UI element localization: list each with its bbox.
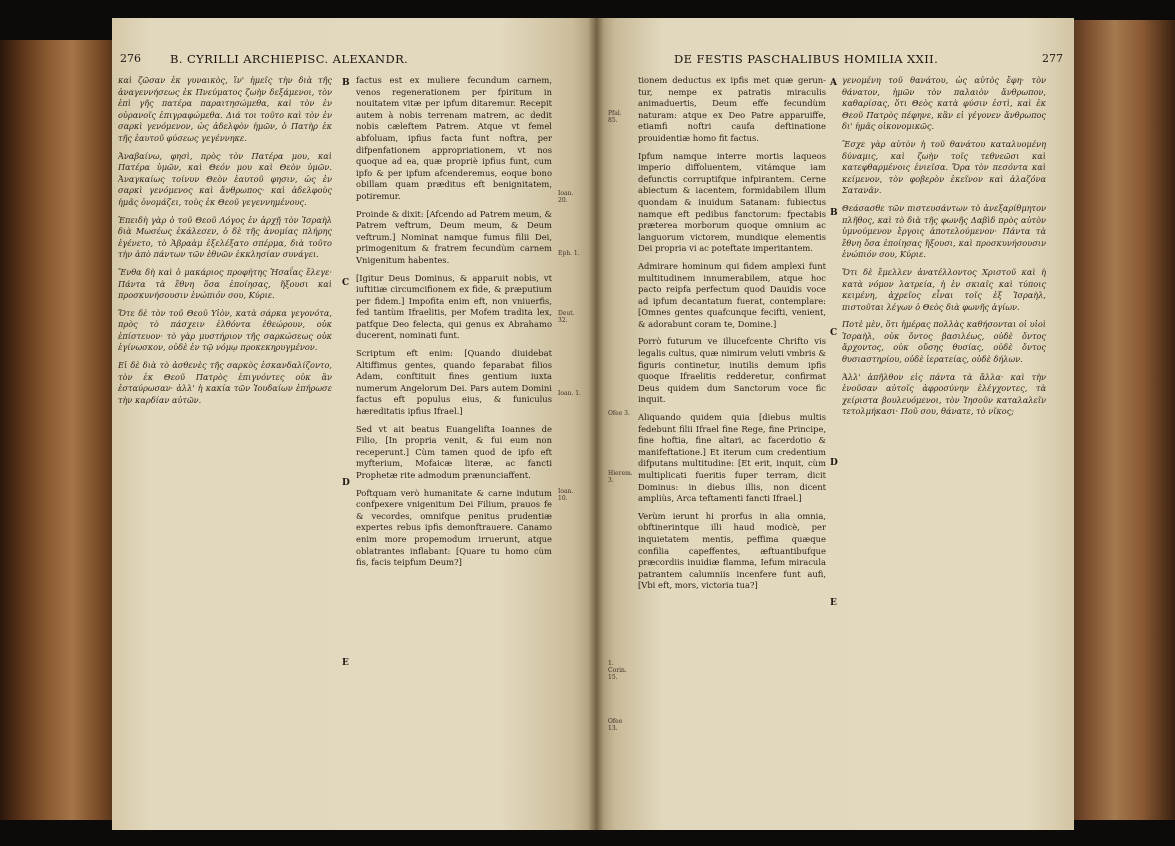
- margin-note: 1. Corin. 15.: [608, 660, 627, 681]
- greek-paragraph: Ἐπειδὴ γὰρ ὁ τοῦ Θεοῦ Λόγος ἐν ἀρχῇ τὸν Ἰσραὴλ διὰ Μωσέως ἐκάλεσεν, ὁ δὲ τῆς ἀνομίας πλήρης ἐγένετο, τὸ Ἀβραὰμ ἐξελέξατο σπέρμα, διὰ τοῦτο τὴν ἀπὸ πάντων τῶν ἐθνῶν ἐκκλησίαν συνάγει.: [118, 214, 332, 260]
- section-letter: B: [342, 78, 350, 88]
- greek-column: [118, 75, 332, 823]
- section-letter: C: [830, 328, 838, 338]
- latin-paragraph: Proinde & dixit: [Afcendo ad Patrem meum, & Patrem veftrum, Deum meum, & Deum veftrum.] Nominat namque fumus filii Dei, primogenitum & fratrem fecundùm carnem Vnigenitum habentes.: [356, 208, 552, 265]
- greek-paragraph: Ἀλλ' ἀπῆλθον εἰς πάντα τὰ ἄλλα· καὶ τὴν ἐνοῦσαν αὐτοῖς ἀφροσύνην ἐλέγχοντες, τὰ χείριστα βουλευόμενοι, τὸν Ἰησοῦν καταλαλεῖν τετολμήκασι· Ποῦ σου, θάνατε, τὸ νῖκος;: [842, 371, 1046, 417]
- latin-paragraph: factus est ex muliere fecundum carnem, venos regenerationem per fpiritum in nouitatem vitæ per ipfum ditaremur. Recepit autem à nobis terrenam matrem, ac dedit nobis cæleftem Patrem. Atque vt femel abfoluam, ipfius facta funt noftra, per difpenfationem appropriationem, vt nos quoque ad ea, quæ propriè ipfius funt, cum ipfo & per ipfum afcenderemus, eoque bono obillam quam præditus eft benignitatem, potiremur.: [356, 75, 552, 201]
- book-gutter: [588, 18, 604, 830]
- margin-note: Ioan. 1.: [558, 390, 581, 397]
- latin-paragraph: [Igitur Deus Dominus, & apparuit nobis, vt iuftitiæ circumcifionem ex fide, & præputium per fidem.] Impofita enim eft, non vniuerfis, fed tantùm Ifraelitis, per Mofem tradita lex, patfque Deo felecta, qui genus ex Abrahamo ducerent, nominati funt.: [356, 272, 552, 341]
- latin-paragraph: Poftquam verò humanitate & carne indutum confpexere vnigenitum Dei Filium, prauos fe & vecordes, omnifque penitus prudentiæ expertes rebus ipfis demonftrauere. Canamo enim more propemodum irruerunt, atque oblatrantes inflabant: [Quare tu homo cùm fis, facis teipfum Deum?]: [356, 487, 552, 568]
- margin-note: Deut. 32.: [558, 310, 575, 324]
- page-number: 276: [120, 52, 141, 65]
- margin-note: Pfal. 85.: [608, 110, 622, 124]
- latin-paragraph: Admirare hominum qui fidem amplexi funt multitudinem innumerabilem, atque hoc pacto reipfa perfectum quod Dauidis voce ad ipfum decantatum fuerat, contemplare: [Omnes gentes quafcunque fecifti, venient, & adorabunt coram te, Domine.]: [638, 260, 826, 329]
- margin-note: Eph. 1.: [558, 250, 580, 257]
- page-number: 277: [1042, 52, 1063, 65]
- section-letter: C: [342, 278, 350, 288]
- greek-paragraph: Ἔνθα δὴ καὶ ὁ μακάριος προφήτης Ἡσαΐας ἔλεγε· Πάντα τὰ ἔθνη ὅσα ἐποίησας, ἥξουσι καὶ προσκυνήσουσιν ἐνώπιόν σου, Κύριε.: [118, 266, 332, 301]
- left-page: [112, 18, 596, 830]
- latin-column: [638, 75, 826, 823]
- section-letter: E: [830, 598, 837, 608]
- left-page-edges: [0, 40, 120, 820]
- greek-column: [842, 75, 1046, 823]
- running-head: DE FESTIS PASCHALIBUS HOMILIA XXII.: [674, 52, 939, 66]
- margin-note: Ofee 13.: [608, 718, 623, 732]
- greek-paragraph: Ποτὲ μὲν, ὅτι ἡμέρας πολλὰς καθήσονται οἱ υἱοὶ Ἰσραὴλ, οὐκ ὄντος βασιλέως, οὐδὲ ὄντος ἄρχοντος, οὐκ οὔσης θυσίας, οὐδὲ ὄντος θυσιαστηρίου, οὐδὲ ἱερατείας, οὐδὲ δήλων.: [842, 319, 1046, 365]
- section-letter: B: [830, 208, 838, 218]
- greek-paragraph: Ὅτε δὲ τὸν τοῦ Θεοῦ Υἱὸν, κατὰ σάρκα γεγονότα, πρὸς τὸ πάσχειν ἐλθόντα ἐθεώρουν, οὐκ ἐπίστευον· τὸ γὰρ μυστήριον τῆς σαρκώσεως οὐκ ἐγίνωσκον, οὐδὲ ἐν τῷ νόμῳ προκεκηρυγμένον.: [118, 307, 332, 353]
- greek-paragraph: Εἰ δὲ διὰ τὸ ἀσθενὲς τῆς σαρκὸς ἐσκανδαλίζοντο, τὸν ἐκ Θεοῦ Πατρὸς ἐπιγνόντες οὐκ ἂν ἐσταύρωσαν· ἀλλ' ἡ κακία τῶν Ἰουδαίων ἐπήρωσε τὴν καρδίαν αὐτῶν.: [118, 360, 332, 405]
- running-head: B. CYRILLI ARCHIEPISC. ALEXANDR.: [170, 52, 409, 66]
- margin-note: Ioan. 10.: [558, 488, 574, 502]
- latin-paragraph: tionem deductus ex ipfis met quæ gerun-tur, nempe ex patratis miraculis animaduertis, Deum effe fecundùm naturam: atque ex Deo Patre apparuiffe, etiamfi noftri caufa deftinatione prouidentiæ homo fit factus.: [638, 75, 826, 143]
- margin-note: Hierem. 3.: [608, 470, 633, 484]
- right-page: [596, 18, 1074, 830]
- latin-paragraph: Verùm ierunt hi prorfus in alia omnia, obftinerintque illi haud modicè, per inquietatem mentis, peffima quæque confilia capeffentes, æftuantibufque præcordiis inuidiæ flamma, Iefum miracula patrantem calumniis incenfere funt aufi, [Vbi eft, mors, victoria tua?]: [638, 510, 826, 591]
- greek-paragraph: γενομένη τοῦ θανάτου, ὡς αὐτὸς ἔφη· τὸν θάνατον, ἡμῶν τὸν παλαιὸν ἄνθρωπον, καθαρίσας, ὅτι Θεὸς κατὰ φύσιν ἐστὶ, καὶ ἐκ Θεοῦ Πατρὸς πέφηνε, κἂν εἰ γέγονεν ἄνθρωπος δι' ἡμᾶς οἰκονομικῶς.: [842, 75, 1046, 132]
- section-letter: E: [342, 658, 349, 668]
- greek-paragraph: Ἔσχε γὰρ αὐτὸν ἡ τοῦ θανάτου καταλυομένη δύναμις, καὶ ζωὴν τοῖς τεθνεῶσι καὶ κατεφθαρμένοις ἐνιεῖσα. Ὅρα τὸν πεσόντα καὶ κείμενον, τὸν φοβερὸν ἐκεῖνον καὶ ἀλαζόνα Σατανᾶν.: [842, 138, 1046, 196]
- right-page-edges: [1065, 20, 1175, 820]
- greek-paragraph: καὶ ζῶσαν ἐκ γυναικὸς, ἵν' ἡμεῖς τὴν διὰ τῆς ἀναγεννήσεως ἐκ Πνεύματος ζωὴν δεξάμενοι, τὸν ἐπὶ γῆς πατέρα παραιτησώμεθα, καὶ τὸν ἐν οὐρανοῖς ἐπιγραφώμεθα. Διά τοι τοῦτο καὶ τὸν ἐν σαρκὶ γενόμενον, ὡς ἀδελφὸν ἡμῶν, ὁ Πατὴρ ἐκ τῆς ἑαυτοῦ φύσεως γεγέννηκε.: [118, 75, 332, 143]
- latin-paragraph: Sed vt ait beatus Euangelifta Ioannes de Filio, [In propria venit, & fui eum non receperunt.] Cùm tamen quod de ipfo eft myfterium, Mofaicæ literæ, ac fancti Prophetæ rite admodum prænunciaffent.: [356, 423, 552, 480]
- greek-paragraph: Ἀναβαίνω, φησὶ, πρὸς τὸν Πατέρα μου, καὶ Πατέρα ὑμῶν, καὶ Θεόν μου καὶ Θεὸν ὑμῶν. Ἀναγκαίως τοίνυν Θεὸν ἑαυτοῦ φησιν, ὡς ἐν σαρκὶ γενόμενος καὶ ἄνθρωπος· καὶ ἀδελφοὺς ἡμᾶς ὀνομάζει, τοὺς ἐκ Θεοῦ γεγεννημένους.: [118, 150, 332, 207]
- latin-column: [356, 75, 552, 823]
- section-letter: A: [830, 78, 837, 88]
- latin-paragraph: Ipfum namque interre mortis laqueos imperio diffoluentem, vitámque iam defunctis corruptifque infpirantem. Cerne abiectum & iacentem, formidabilem illum quondam & inuidum Satanam: fubiectus namque eft pedibus fanctorum: fpectabis præterea morborum quoque omnium ac languorum victorem, mundique elementis Dei propria vi ac poteftate imperitantem.: [638, 150, 826, 254]
- greek-paragraph: Θεάσασθε τῶν πιστευσάντων τὸ ἀνεξαρίθμητον πλῆθος, καὶ τὸ διὰ τῆς φωνῆς Δαβὶδ πρὸς αὐτὸν ὑμνούμενον ἔργοις ἀποτελούμενον· Πάντα τὰ ἔθνη ὅσα ἐποίησας ἥξουσι, καὶ προσκυνήσουσιν ἐνώπιόν σου, Κύριε.: [842, 202, 1046, 260]
- margin-note: Ofee 3.: [608, 410, 630, 417]
- latin-paragraph: Scriptum eft enim: [Quando diuidebat Altiffimus gentes, quando feparabat filios Adam, conftituit fines gentium iuxta numerum Angelorum Dei. Pars autem Domini factus eft populus eius, & funiculus hæreditatis ipfius Ifrael.]: [356, 348, 552, 417]
- greek-paragraph: Ὅτι δὲ ἔμελλεν ἀνατέλλοντος Χριστοῦ καὶ ἡ κατὰ νόμον λατρεία, ἡ ἐν σκιαῖς καὶ τύποις κειμένη, ἀχρεῖος εἶναι τοῖς ἐξ Ἰσραὴλ, πιστοῦται λέγων ὁ Θεὸς διὰ φωνῆς ἁγίων.: [842, 266, 1046, 312]
- latin-paragraph: Aliquando quidem quia [diebus multis fedebunt filii Ifrael fine Rege, fine Principe, fine hoftia, fine altari, ac facerdotio & manifeftatione.] Et iterum cum credentium difputans multitudine: [Et erit, inquit, cùm multiplicati fueritis fuper terram, dicit Dominus: in diebus illis, non dicent ampliùs, Arca teftamenti fancti Ifrael.]: [638, 412, 826, 504]
- latin-paragraph: Porrò futurum ve illucefcente Chrifto vis legalis cultus, quæ nimirum veluti vmbris & figuris continetur, inutilis demum ipfis quoque Ifraelitis redderetur, confirmat Deus quidem dum Sanctorum voce fic inquit.: [638, 336, 826, 405]
- section-letter: D: [830, 458, 838, 468]
- section-letter: D: [342, 478, 350, 488]
- margin-note: Ioan. 20.: [558, 190, 574, 204]
